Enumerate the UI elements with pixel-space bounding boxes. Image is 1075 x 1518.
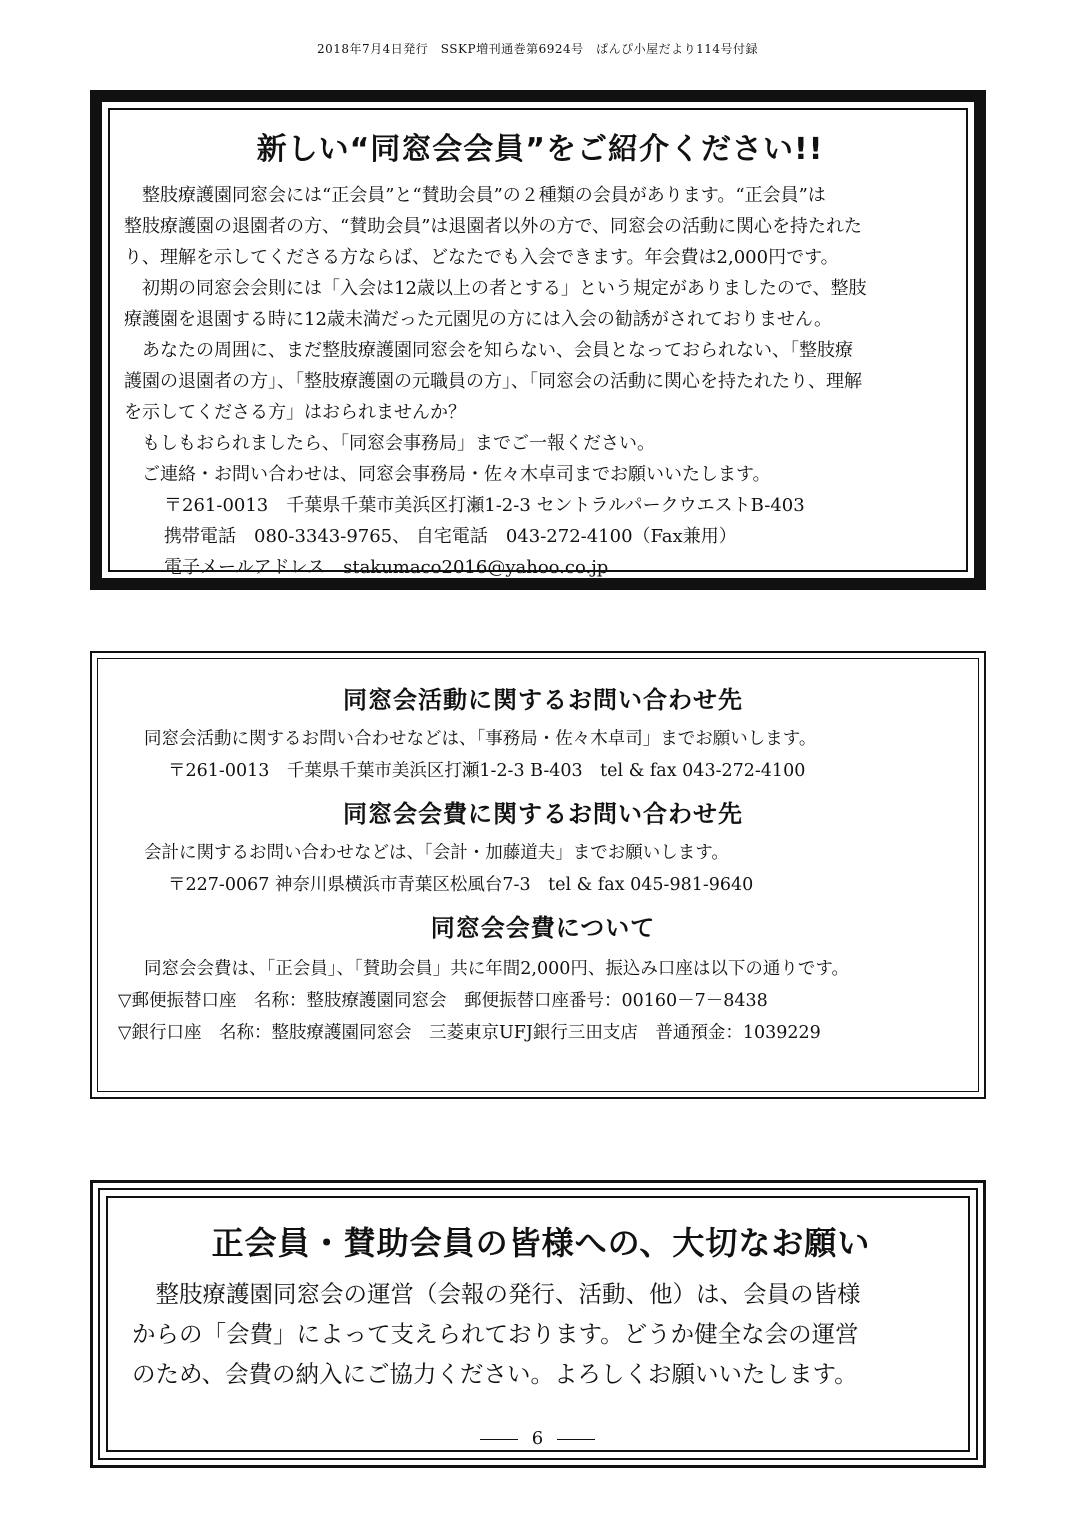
inquiry-box: [90, 651, 986, 1099]
membership-fee-heading: 同窓会会費について: [430, 914, 656, 942]
page-footer: [0, 1428, 1075, 1449]
contact-email: 電子メールアドレス stakumaco2016@yahoo.co.jp: [164, 557, 609, 578]
body-line: 整肢療護園同窓会には“正会員”と“賛助会員”の２種類の会員があります。“正会員”は: [142, 185, 826, 206]
contact-phone: 携帯電話 080-3343-9765、 自宅電話 043-272-4100（Fax兼用）: [164, 526, 737, 547]
footer-dash-right: [557, 1439, 595, 1440]
new-member-box-content: [108, 108, 968, 578]
activity-inquiry-heading: 同窓会活動に関するお問い合わせ先: [343, 686, 743, 714]
membership-fee-text: 同窓会会費は、「正会員」、「賛助会員」共に年間2,000円、振込み口座は以下の通りです。: [144, 959, 849, 979]
body-line: もしもおられましたら、「同窓会事務局」までご一報ください。: [142, 433, 655, 454]
fee-inquiry-text: 会計に関するお問い合わせなどは、「会計・加藤道夫」までお願いします。: [144, 843, 729, 863]
body-line: あなたの周囲に、まだ整肢療護園同窓会を知らない、会員となっておられない、「整肢療: [142, 340, 853, 361]
request-box-content: [106, 1196, 970, 1452]
inquiry-box-inner: [97, 658, 979, 1092]
body-line: 整肢療護園の退園者の方、“賛助会員”は退園者以外の方で、同窓会の活動に関心を持たれた: [124, 216, 863, 237]
new-member-box-inner: [102, 102, 974, 578]
body-line: 初期の同窓会会則には「入会は12歳以上の者とする」という規定がありましたので、整肢: [142, 278, 867, 299]
page-header: 2018年7月4日発行 SSKP増刊通巻第6924号 ぱんぴ小屋だより114号付録: [316, 42, 759, 56]
postal-account: ▽郵便振替口座 名称：整肢療護園同窓会 郵便振替口座番号：00160－7－8438: [118, 991, 768, 1011]
request-box-frame: [98, 1188, 978, 1460]
fee-inquiry-address: 〒227-0067 神奈川県横浜市青葉区松風台7-3 tel & fax 045-981-9640: [168, 875, 754, 895]
request-line: からの「会費」によって支えられております。どうか健全な会の運営: [132, 1320, 859, 1348]
body-line: を示してくださる方」はおられませんか？: [124, 402, 466, 423]
contact-address: 〒261-0013 千葉県千葉市美浜区打瀬1-2-3 セントラルパークウエストB-403: [164, 495, 805, 516]
footer-dash-left: [480, 1439, 518, 1440]
request-title: 正会員・賛助会員の皆様への、大切なお願い: [211, 1224, 871, 1262]
request-line: のため、会費の納入にご協力ください。よろしくお願いいたします。: [132, 1360, 858, 1388]
page-number: 6: [531, 1428, 544, 1449]
body-line: 療護園を退園する時に12歳未満だった元園児の方には入会の勧誘がされておりません。: [124, 309, 832, 330]
activity-inquiry-text: 同窓会活動に関するお問い合わせなどは、「事務局・佐々木卓司」までお願いします。: [144, 729, 817, 749]
bank-account: ▽銀行口座 名称：整肢療護園同窓会 三菱東京UFJ銀行三田支店 普通預金：1039229: [118, 1023, 821, 1043]
new-member-title: 新しい“同窓会会員”をご紹介ください!!: [256, 132, 824, 167]
body-line: 護園の退園者の方」、「整肢療護園の元職員の方」、「同窓会の活動に関心を持たれたり、理解: [124, 371, 862, 392]
new-member-box: [90, 90, 986, 590]
activity-inquiry-address: 〒261-0013 千葉県千葉市美浜区打瀬1-2-3 B-403 tel & fax 043-272-4100: [168, 761, 806, 781]
request-line: 整肢療護園同窓会の運営（会報の発行、活動、他）は、会員の皆様: [155, 1280, 861, 1308]
request-box: [90, 1180, 986, 1468]
body-line: ご連絡・お問い合わせは、同窓会事務局・佐々木卓司までお願いいたします。: [142, 464, 771, 485]
fee-inquiry-heading: 同窓会会費に関するお問い合わせ先: [343, 800, 743, 828]
body-line: り、理解を示してくださる方ならば、どなたでも入会できます。年会費は2,000円です。: [124, 247, 839, 268]
